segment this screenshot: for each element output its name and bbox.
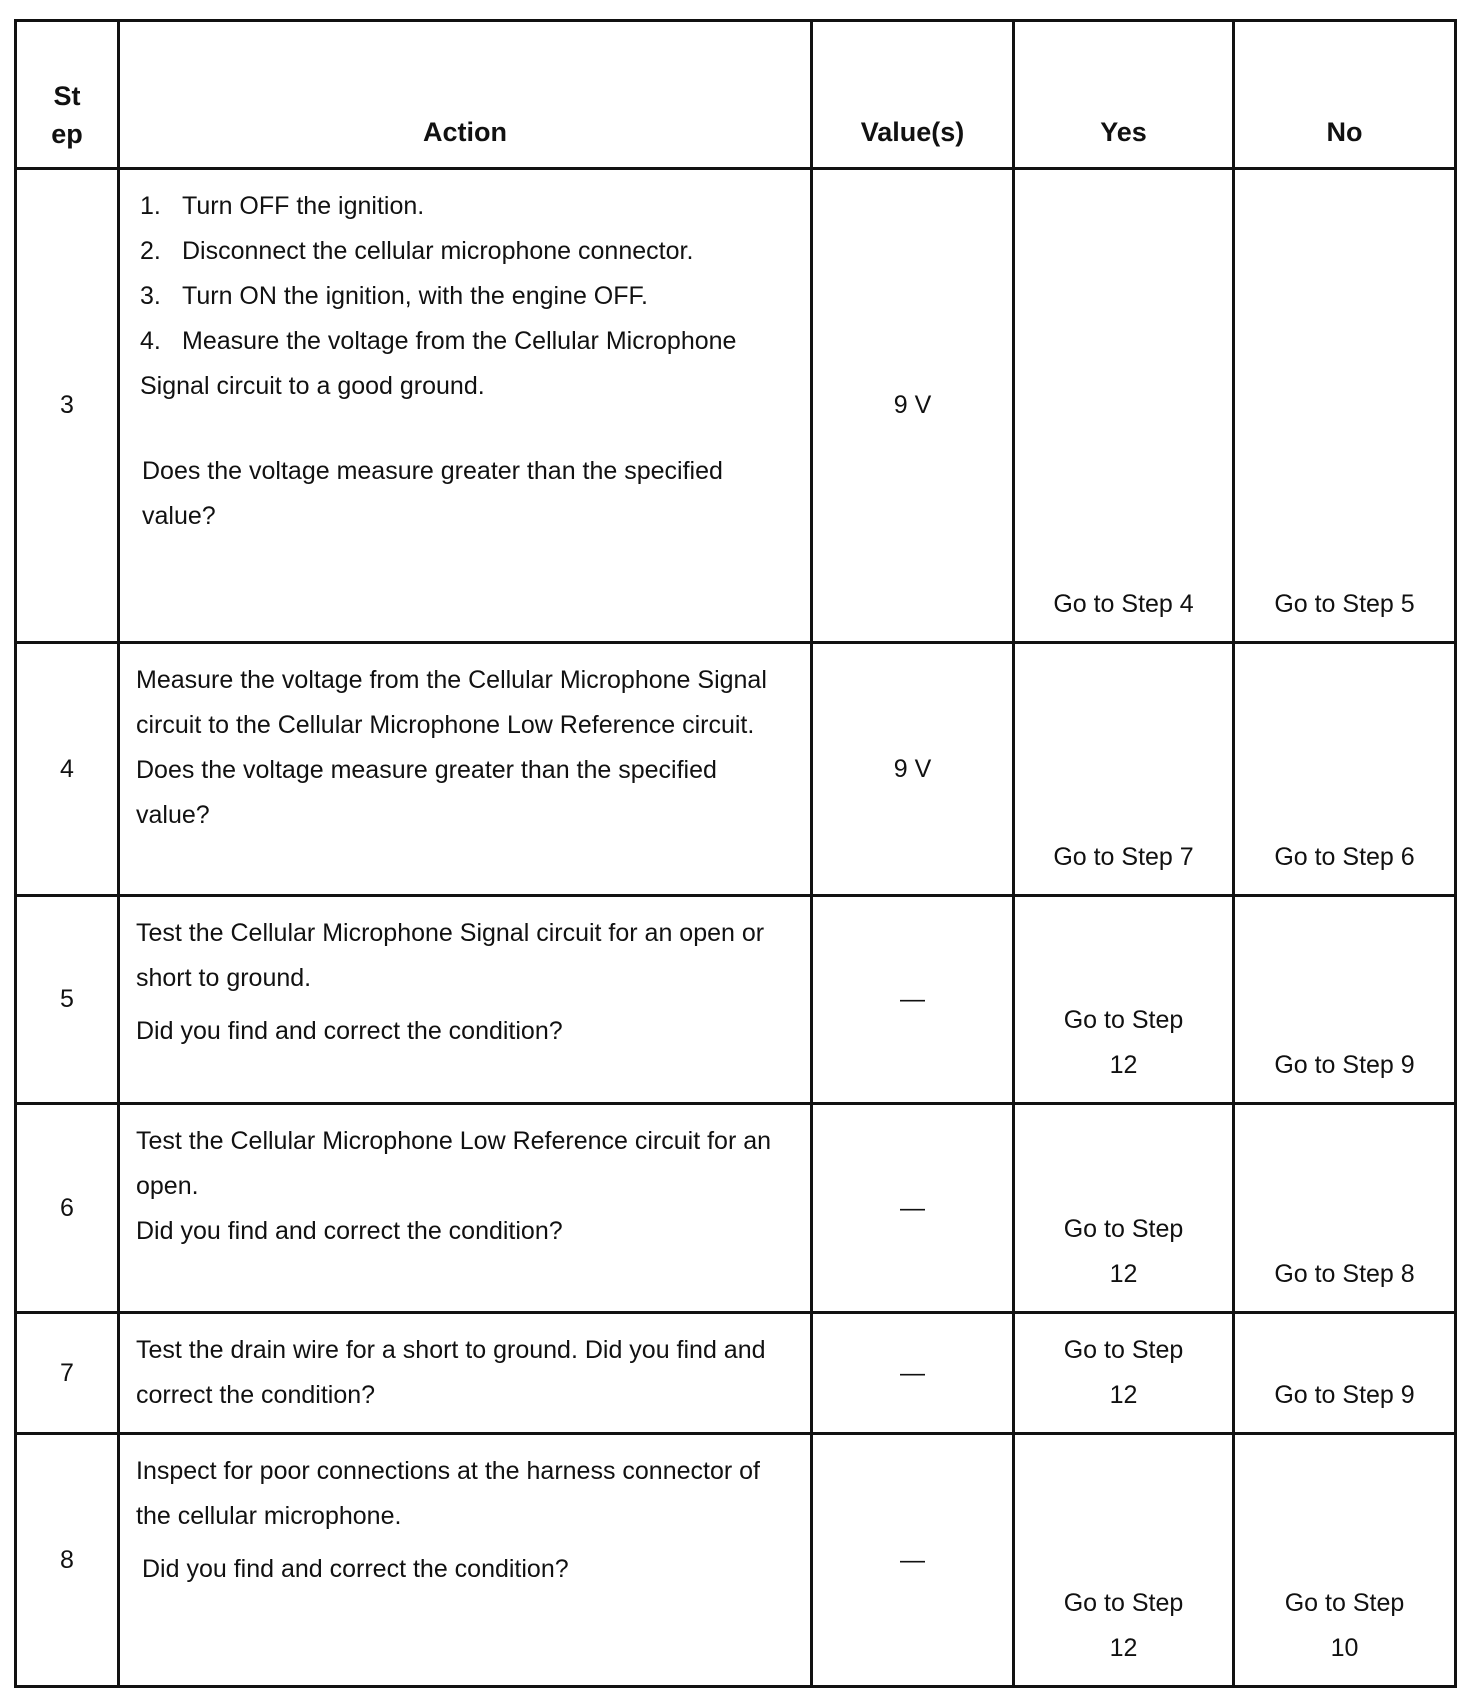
no-cell: [1234, 643, 1456, 896]
action-cell: [119, 1434, 812, 1687]
action-item: 1. Turn OFF the ignition.: [140, 192, 425, 220]
table-row: [16, 643, 1456, 896]
action-item: 3. Turn ON the ignition, with the engine OFF.: [140, 282, 648, 310]
no-cell: [1234, 896, 1456, 1104]
value-cell: —: [812, 1104, 1014, 1313]
action-cell: [119, 169, 812, 643]
header-yes: Yes: [1014, 21, 1234, 169]
action-question: Did you find and correct the condition?: [136, 1017, 563, 1045]
action-cell: [119, 1313, 812, 1434]
no-outcome: Go to Step 10: [1284, 1589, 1405, 1662]
no-outcome: Go to Step 9: [1274, 1381, 1415, 1409]
step-number: 6: [16, 1104, 119, 1313]
value-cell: —: [812, 1434, 1014, 1687]
table-row: [16, 896, 1456, 1104]
yes-outcome: Go to Step 12: [1063, 1336, 1184, 1409]
header-action: Action: [119, 21, 812, 169]
step-number: 3: [16, 169, 119, 643]
action-text: Measure the voltage from the Cellular Microphone Signal circuit to the Cellular Microphone Low Reference circuit. Does the voltage measure greater than the specified value?: [136, 666, 767, 829]
action-text: Test the drain wire for a short to ground. Did you find and correct the condition?: [136, 1336, 766, 1409]
yes-cell: [1014, 169, 1234, 643]
table-row: [16, 1434, 1456, 1687]
no-cell: [1234, 169, 1456, 643]
yes-outcome: Go to Step 7: [1053, 843, 1194, 871]
no-cell: [1234, 1434, 1456, 1687]
no-cell: [1234, 1313, 1456, 1434]
no-outcome: Go to Step 8: [1274, 1260, 1415, 1288]
yes-outcome: Go to Step 12: [1063, 1006, 1184, 1079]
action-item: 4. Measure the voltage from the Cellular Microphone Signal circuit to a good ground.: [140, 327, 737, 400]
yes-cell: [1014, 1313, 1234, 1434]
diagnostic-steps-table: [14, 19, 1457, 1688]
action-cell: [119, 643, 812, 896]
header-no: No: [1234, 21, 1456, 169]
value-cell: 9 V: [812, 169, 1014, 643]
table-row: [16, 1104, 1456, 1313]
yes-outcome: Go to Step 12: [1063, 1215, 1184, 1288]
step-number: 7: [16, 1313, 119, 1434]
yes-outcome: Go to Step 12: [1063, 1589, 1184, 1662]
action-text: Inspect for poor connections at the harness connector of the cellular microphone.: [136, 1457, 760, 1530]
value-cell: —: [812, 1313, 1014, 1434]
value-cell: 9 V: [812, 643, 1014, 896]
action-item: 2. Disconnect the cellular microphone connector.: [140, 237, 694, 265]
action-text: Test the Cellular Microphone Low Reference circuit for an open.: [136, 1127, 772, 1200]
action-text: Test the Cellular Microphone Signal circuit for an open or short to ground.: [136, 919, 765, 992]
action-cell: [119, 896, 812, 1104]
yes-cell: [1014, 1104, 1234, 1313]
action-question: Did you find and correct the condition?: [142, 1555, 569, 1583]
step-number: 5: [16, 896, 119, 1104]
action-cell: [119, 1104, 812, 1313]
header-step: St ep: [16, 21, 119, 169]
table-row: [16, 169, 1456, 643]
table-row: [16, 1313, 1456, 1434]
action-question: Did you find and correct the condition?: [136, 1217, 563, 1245]
yes-cell: [1014, 896, 1234, 1104]
step-number: 4: [16, 643, 119, 896]
no-outcome: Go to Step 5: [1274, 590, 1415, 618]
yes-outcome: Go to Step 4: [1053, 590, 1194, 618]
no-cell: [1234, 1104, 1456, 1313]
step-number: 8: [16, 1434, 119, 1687]
header-values: Value(s): [812, 21, 1014, 169]
no-outcome: Go to Step 6: [1274, 843, 1415, 871]
action-question: Does the voltage measure greater than the specified value?: [142, 457, 723, 530]
table-header-row: [16, 21, 1456, 169]
value-cell: —: [812, 896, 1014, 1104]
yes-cell: [1014, 1434, 1234, 1687]
yes-cell: [1014, 643, 1234, 896]
no-outcome: Go to Step 9: [1274, 1051, 1415, 1079]
